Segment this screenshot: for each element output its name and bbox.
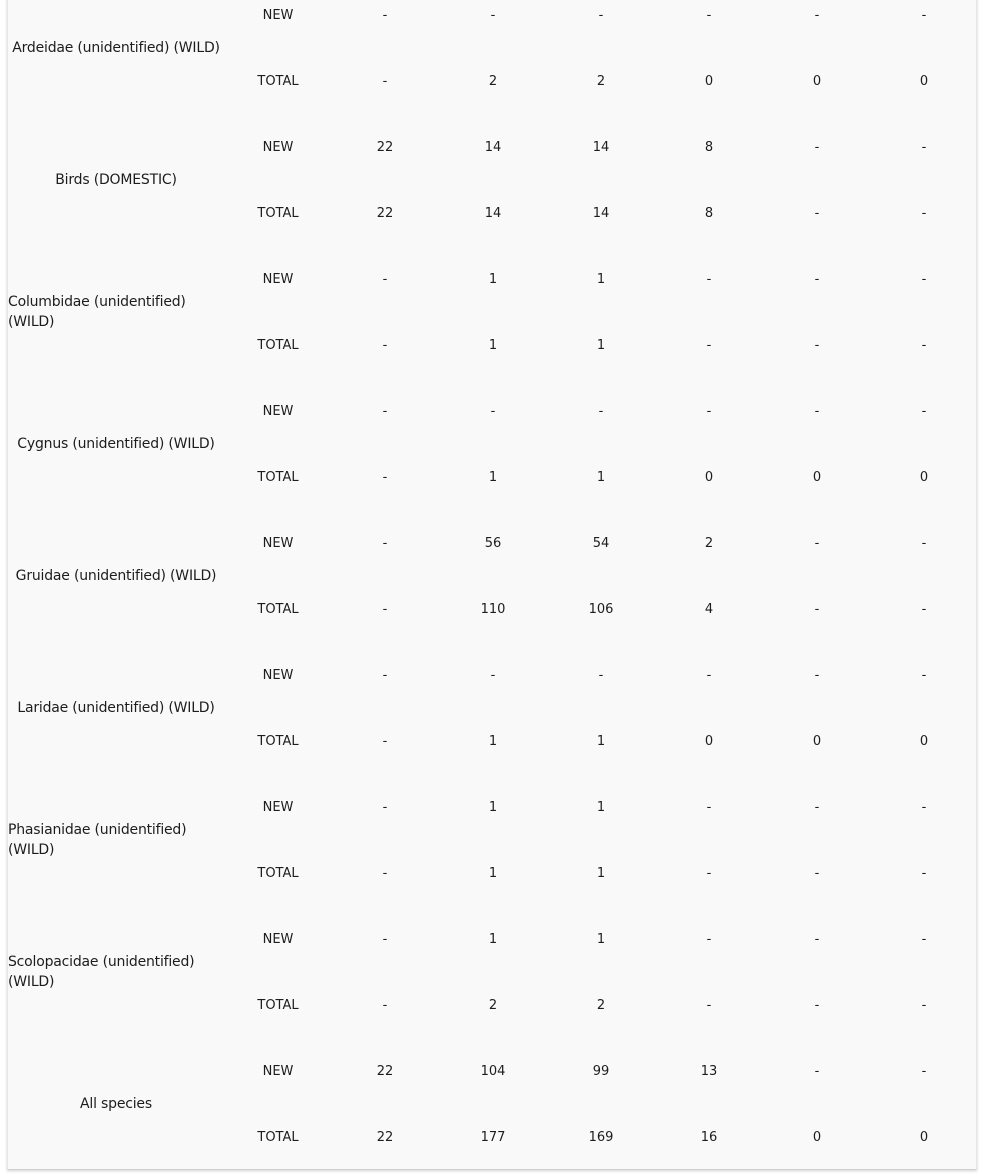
table-cell: 2 — [488, 998, 498, 1013]
species-name: All species — [80, 1096, 152, 1112]
table-cell: 110 — [480, 602, 506, 617]
table-cell: 177 — [480, 1130, 506, 1145]
row-type-label: TOTAL — [257, 470, 299, 485]
table-cell: - — [598, 8, 604, 23]
table-cell: 2 — [596, 998, 606, 1013]
table-cell: 0 — [812, 74, 822, 89]
table-cell: - — [706, 8, 712, 23]
table-cell: 1 — [488, 932, 498, 947]
table-cell: - — [814, 602, 820, 617]
table-cell: - — [706, 668, 712, 683]
table-cell: 22 — [376, 1130, 394, 1145]
table-cell: - — [382, 404, 388, 419]
table-cell: - — [706, 338, 712, 353]
row-type-label: TOTAL — [257, 206, 299, 221]
table-cell: - — [814, 1064, 820, 1079]
table-row-group-all-species — [8, 938, 978, 1145]
table-cell: - — [814, 338, 820, 353]
table-cell: - — [921, 536, 927, 551]
table-cell: 169 — [588, 1130, 614, 1145]
row-type-label: TOTAL — [257, 1130, 299, 1145]
table-cell: - — [382, 734, 388, 749]
table-cell: - — [598, 668, 604, 683]
table-cell: - — [382, 998, 388, 1013]
table-cell: 1 — [596, 338, 606, 353]
table-cell: - — [382, 74, 388, 89]
table-cell: - — [921, 140, 927, 155]
table-cell: 14 — [484, 140, 502, 155]
table-cell: 1 — [596, 866, 606, 881]
table-cell: 2 — [704, 536, 714, 551]
row-type-label: NEW — [262, 8, 294, 23]
row-type-label: NEW — [262, 1064, 294, 1079]
table-cell: - — [382, 800, 388, 815]
table-cell: - — [921, 668, 927, 683]
table-cell: - — [921, 866, 927, 881]
table-cell: - — [490, 8, 496, 23]
table-cell: 22 — [376, 140, 394, 155]
table-cell: 1 — [596, 470, 606, 485]
table-cell: - — [814, 998, 820, 1013]
table-cell: 1 — [596, 800, 606, 815]
table-cell: - — [382, 470, 388, 485]
table-cell: 0 — [704, 734, 714, 749]
table-cell: - — [706, 272, 712, 287]
table-row-group — [8, 674, 978, 881]
table-cell: - — [921, 602, 927, 617]
table-cell: - — [921, 8, 927, 23]
table-row-group — [8, 278, 978, 485]
table-cell: - — [382, 8, 388, 23]
table-cell: 14 — [592, 140, 610, 155]
row-type-label: TOTAL — [257, 602, 299, 617]
table-cell: 104 — [480, 1064, 506, 1079]
row-type-label: NEW — [262, 404, 294, 419]
table-row-group — [8, 0, 978, 89]
table-cell: - — [921, 404, 927, 419]
table-cell: 8 — [704, 140, 714, 155]
table-cell: 0 — [812, 734, 822, 749]
table-cell: 0 — [704, 470, 714, 485]
table-row-group — [8, 410, 978, 617]
table-row-total — [8, 1128, 978, 1148]
row-type-label: NEW — [262, 668, 294, 683]
species-name: Phasianidae (unidentified) (WILD) — [8, 822, 187, 858]
table-cell: - — [382, 668, 388, 683]
table-cell: - — [382, 932, 388, 947]
species-name: Cygnus (unidentified) (WILD) — [17, 436, 215, 452]
table-cell: - — [490, 404, 496, 419]
table-cell: - — [598, 404, 604, 419]
table-cell: 1 — [488, 272, 498, 287]
table-cell: - — [814, 140, 820, 155]
table-row-group — [8, 146, 978, 353]
table-cell: - — [814, 866, 820, 881]
table-cell: 54 — [592, 536, 610, 551]
table-cell: - — [814, 206, 820, 221]
table-cell: 1 — [596, 734, 606, 749]
table-cell: 1 — [488, 470, 498, 485]
table-cell: 1 — [488, 338, 498, 353]
row-type-label: NEW — [262, 932, 294, 947]
table-cell: 1 — [488, 866, 498, 881]
table-cell: - — [490, 668, 496, 683]
table-cell: 8 — [704, 206, 714, 221]
species-name: Ardeidae (unidentified) (WILD) — [12, 40, 220, 56]
row-type-label: TOTAL — [257, 998, 299, 1013]
row-type-label: NEW — [262, 800, 294, 815]
table-cell: - — [814, 536, 820, 551]
table-cell: 56 — [484, 536, 502, 551]
table-cell: 2 — [488, 74, 498, 89]
table-cell: - — [921, 800, 927, 815]
species-name: Columbidae (unidentified) (WILD) — [8, 294, 186, 330]
table-cell: - — [706, 998, 712, 1013]
species-name: Gruidae (unidentified) (WILD) — [15, 568, 217, 584]
table-cell: - — [382, 866, 388, 881]
table-row-new — [8, 1062, 978, 1082]
table-cell: 1 — [488, 734, 498, 749]
table-cell: 14 — [484, 206, 502, 221]
table-cell: 99 — [592, 1064, 610, 1079]
table-cell: - — [921, 998, 927, 1013]
table-cell: 0 — [704, 74, 714, 89]
table-cell: - — [921, 338, 927, 353]
table-cell: 2 — [596, 74, 606, 89]
table-cell: 0 — [812, 1130, 822, 1145]
table-row-group — [8, 14, 978, 221]
table-cell: - — [382, 272, 388, 287]
table-cell: 0 — [919, 1130, 929, 1145]
table-cell: - — [814, 932, 820, 947]
table-cell: 0 — [919, 470, 929, 485]
table-cell: - — [382, 602, 388, 617]
species-name: Scolopacidae (unidentified) (WILD) — [8, 954, 195, 990]
table-cell: 16 — [700, 1130, 718, 1145]
table-cell: - — [814, 800, 820, 815]
table-cell: 13 — [700, 1064, 718, 1079]
row-type-label: TOTAL — [257, 734, 299, 749]
table-cell: - — [706, 800, 712, 815]
table-cell: 0 — [919, 734, 929, 749]
table-cell: 1 — [596, 932, 606, 947]
table-cell: - — [921, 206, 927, 221]
table-cell: - — [814, 272, 820, 287]
table-cell: - — [814, 668, 820, 683]
table-cell: 0 — [919, 74, 929, 89]
table-cell: - — [382, 536, 388, 551]
table-cell: - — [706, 866, 712, 881]
table-row-group — [8, 542, 978, 749]
table-cell: 1 — [596, 272, 606, 287]
table-cell: 106 — [588, 602, 614, 617]
table-cell: - — [706, 404, 712, 419]
table-cell: - — [814, 8, 820, 23]
table-cell: - — [921, 932, 927, 947]
table-cell: 22 — [376, 1064, 394, 1079]
table-cell: 4 — [704, 602, 714, 617]
table-cell: 22 — [376, 206, 394, 221]
row-type-label: NEW — [262, 272, 294, 287]
row-type-label: TOTAL — [257, 74, 299, 89]
outbreak-table-panel — [7, 0, 977, 1170]
row-type-label: TOTAL — [257, 866, 299, 881]
species-name: Laridae (unidentified) (WILD) — [17, 700, 215, 716]
row-type-label: NEW — [262, 536, 294, 551]
table-cell: - — [921, 1064, 927, 1079]
row-type-label: NEW — [262, 140, 294, 155]
table-cell: 14 — [592, 206, 610, 221]
species-name: Birds (DOMESTIC) — [55, 172, 177, 188]
row-type-label: TOTAL — [257, 338, 299, 353]
table-cell: 1 — [488, 800, 498, 815]
table-cell: - — [706, 932, 712, 947]
table-cell: - — [382, 338, 388, 353]
table-cell: 0 — [812, 470, 822, 485]
table-cell: - — [814, 404, 820, 419]
table-row-group — [8, 806, 978, 1013]
table-cell: - — [921, 272, 927, 287]
